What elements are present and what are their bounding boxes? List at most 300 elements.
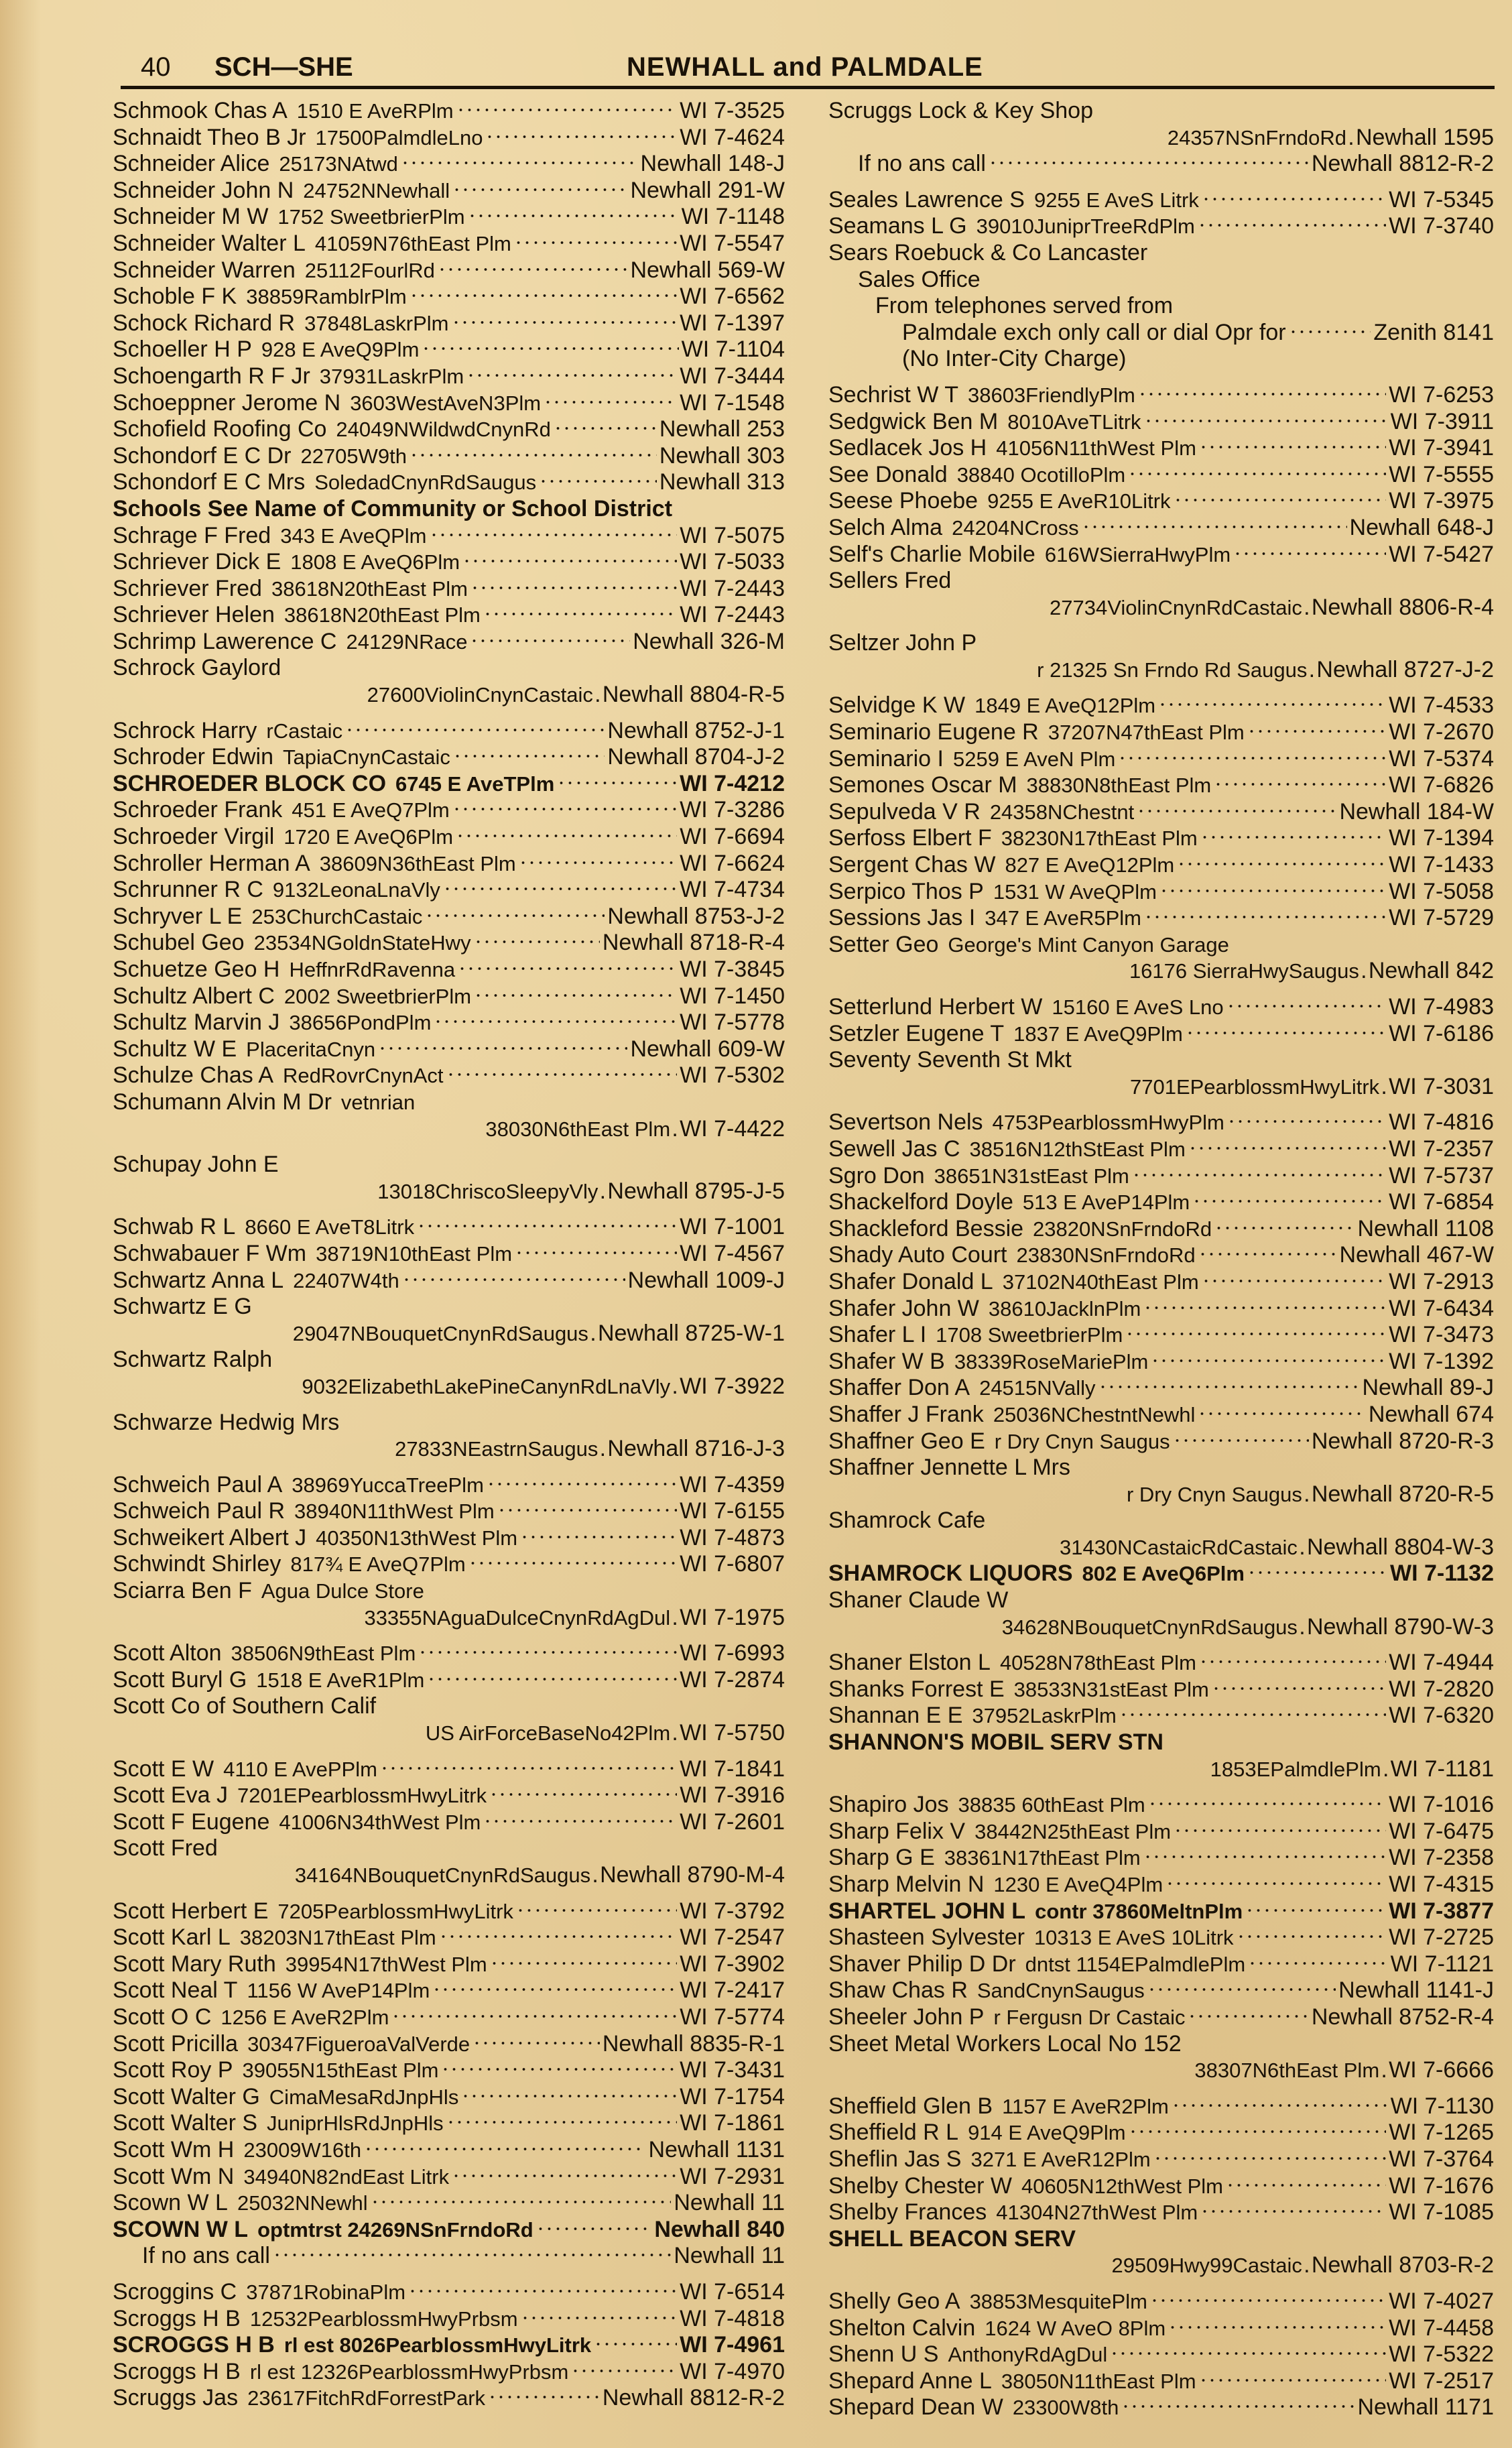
listing-name: Schubel Geo <box>113 930 245 956</box>
listing-name: Sharp G E <box>828 1845 935 1871</box>
entry-gap <box>113 709 785 718</box>
entry-gap <box>828 1100 1494 1109</box>
dot-leader <box>515 1245 677 1261</box>
listing-address: 8660 E AveT8Litrk <box>245 1215 415 1239</box>
listing-phone: Newhall 8704-J-2 <box>607 744 785 770</box>
dot-leader <box>1198 1246 1337 1262</box>
dot-leader <box>1143 1300 1386 1316</box>
listing-line <box>828 515 1494 542</box>
dot-leader <box>1173 1432 1309 1449</box>
listing-phone: Newhall 8804-R-5 <box>602 682 785 708</box>
dot-leader <box>417 1218 677 1234</box>
listing-phone: Newhall 8812-R-2 <box>1311 151 1494 177</box>
listing-line <box>113 2217 785 2244</box>
listing-phone: WI 7-6993 <box>680 1640 785 1666</box>
listing-address: 7201EPearblossmHwyLitrk <box>237 1784 487 1808</box>
listing-name: Schondorf E C Mrs <box>113 469 306 495</box>
listing-line <box>828 1322 1494 1349</box>
listing-name: Schroder Edwin <box>113 744 274 770</box>
listing-name: Schwab R L <box>113 1214 236 1240</box>
listing-name: Shaner Claude W <box>828 1587 1009 1613</box>
dot-leader: . <box>1308 656 1316 682</box>
dot-leader <box>1150 2292 1386 2309</box>
entry-gap <box>828 2084 1494 2093</box>
listing-phone: WI 7-1130 <box>1390 2093 1494 2119</box>
dot-leader <box>1174 1823 1386 1839</box>
dot-leader <box>452 801 677 817</box>
dot-leader <box>1172 2097 1388 2114</box>
listing-address: vetnrian <box>340 1090 416 1114</box>
listing-name: Scott Walter S <box>113 2110 258 2136</box>
listing-address: 451 E AveQ7Plm <box>292 798 450 822</box>
listing-name: Shackleford Bessie <box>828 1215 1024 1241</box>
listing-line <box>828 1792 1494 1819</box>
listing-address: 39055N15thEast Plm <box>242 2059 439 2083</box>
listing-name: Schupay John E <box>113 1152 279 1178</box>
listing-line <box>828 1614 1494 1641</box>
listing-phone: WI 7-1265 <box>1389 2120 1494 2146</box>
dot-leader: . <box>594 682 601 708</box>
page-edge-shadow <box>0 0 40 2448</box>
listing-address: 25036NChestntNewhl <box>993 1402 1196 1426</box>
listing-phone: WI 7-4458 <box>1389 2315 1494 2341</box>
dot-leader <box>1198 1406 1365 1422</box>
listing-address: 347 E AveR5Plm <box>985 906 1142 930</box>
dot-leader <box>519 855 677 871</box>
listing-phone: Newhall 8703-R-2 <box>1311 2252 1494 2278</box>
listing-phone: WI 7-6562 <box>680 284 785 310</box>
listing-phone: Newhall 8720-R-3 <box>1311 1428 1494 1454</box>
listing-phone: WI 7-5555 <box>1389 461 1494 487</box>
listing-address: 1624 W AveO 8Plm <box>985 2316 1166 2340</box>
listing-line <box>113 1009 785 1036</box>
listing-address: 23534NGoldnStateHwy <box>253 931 471 955</box>
listing-line <box>828 1703 1494 1729</box>
listing-name: Schumann Alvin M Dr <box>113 1089 332 1115</box>
listing-name: Shafer Donald L <box>828 1268 993 1294</box>
listing-phone: WI 7-1841 <box>680 1756 785 1782</box>
listing-line <box>828 1136 1494 1163</box>
dot-leader <box>539 473 657 489</box>
dot-leader <box>490 1955 677 1971</box>
listing-name: Shaffer Don A <box>828 1375 970 1401</box>
listing-address: 38853MesquitePlm <box>969 2289 1147 2313</box>
listing-name: Sheeler John P <box>828 2004 985 2030</box>
listing-address: Agua Dulce Store <box>261 1579 424 1603</box>
listing-line <box>113 2359 785 2386</box>
listing-address: rl est 8026PearblossmHwyLitrk <box>284 2333 592 2358</box>
dot-leader <box>1166 1876 1386 1892</box>
listing-address: 38030N6thEast Plm <box>485 1117 671 1141</box>
listing-address: 38830N8thEast Plm <box>1026 774 1212 798</box>
listing-address: 38050N11thEast Plm <box>1001 2369 1196 2393</box>
listing-name: Setzler Eugene T <box>828 1020 1005 1046</box>
listing-line <box>113 682 785 709</box>
listing-name: Shannan E E <box>828 1703 963 1729</box>
listing-name: Sharp Felix V <box>828 1818 966 1844</box>
listing-name: Schweich Paul A <box>113 1471 283 1497</box>
listing-name: Shady Auto Court <box>828 1242 1007 1268</box>
listing-phone: WI 7-4983 <box>1389 994 1494 1020</box>
listing-phone: Newhall 184-W <box>1339 798 1494 824</box>
dot-leader <box>402 1272 625 1288</box>
listing-line <box>113 2279 785 2306</box>
listing-phone: WI 7-6694 <box>680 824 785 850</box>
listing-line <box>828 293 1494 320</box>
listing-address: 27833NEastrnSaugus <box>395 1437 598 1461</box>
listing-name: SCHROEDER BLOCK CO <box>113 770 387 796</box>
listing-phone: WI 7-3975 <box>1389 488 1494 514</box>
listing-name: Scott Mary Ruth <box>113 1951 276 1977</box>
dot-leader <box>1177 856 1386 872</box>
listing-phone: WI 7-3031 <box>1389 1073 1494 1099</box>
listing-phone: WI 7-1181 <box>1390 1756 1494 1782</box>
listing-line <box>828 825 1494 852</box>
listing-line <box>828 1047 1494 1074</box>
listing-line <box>113 771 785 798</box>
listing-address: 4110 E AvePPlm <box>223 1757 377 1781</box>
listing-address: contr 37860MeltnPlm <box>1035 1899 1243 1923</box>
entry-gap <box>113 1142 785 1152</box>
listing-line <box>113 363 785 390</box>
listing-line <box>828 1898 1494 1925</box>
listing-phone: WI 7-1397 <box>680 310 785 336</box>
listing-address: 34940N82ndEast Litrk <box>243 2164 450 2189</box>
listing-name: Schneider Alice <box>113 151 270 177</box>
listing-line <box>113 851 785 877</box>
dot-leader <box>1214 776 1386 792</box>
listing-address: 37871RobinaPlm <box>246 2280 406 2304</box>
dot-leader <box>453 748 605 764</box>
listing-address: r Fergusn Dr Castaic <box>993 2005 1186 2029</box>
listing-phone: WI 7-6253 <box>1389 381 1494 408</box>
listing-phone: WI 7-5322 <box>1389 2341 1494 2368</box>
listing-line <box>113 1862 785 1889</box>
listing-address: 38339RoseMariePlm <box>954 1349 1149 1373</box>
listing-line <box>113 390 785 417</box>
listing-line <box>113 1756 785 1783</box>
listing-phone: Newhall 326-M <box>633 628 785 654</box>
dot-leader <box>557 775 677 791</box>
listing-line <box>113 336 785 363</box>
listing-name: Shelton Calvin <box>828 2315 976 2341</box>
dot-leader <box>483 1813 677 1829</box>
listing-line <box>828 1296 1494 1323</box>
dot-leader: . <box>672 1115 678 1142</box>
listing-name: Schwartz Anna L <box>113 1267 284 1293</box>
listing-address: optmtrst 24269NSnFrndoRd <box>257 2217 533 2242</box>
dot-leader <box>1247 1565 1387 1581</box>
listing-phone: WI 7-3845 <box>680 957 785 982</box>
listing-address: 13018ChriscoSleepyVly <box>377 1179 598 1203</box>
listing-phone: WI 7-5750 <box>680 1720 785 1746</box>
dot-leader <box>452 2168 677 2184</box>
listing-address: 23300W8th <box>1012 2396 1119 2420</box>
listing-name: Schrock Gaylord <box>113 655 281 681</box>
listing-name: Scott O C <box>113 2004 212 2030</box>
dot-leader <box>1098 1379 1360 1395</box>
listing-address: 31430NCastaicRdCastaic <box>1059 1535 1298 1559</box>
listing-line <box>828 2004 1494 2031</box>
listing-phone: WI 7-1148 <box>681 204 785 230</box>
listing-address: 1808 E AveQ6Plm <box>290 550 460 574</box>
dot-leader <box>1148 1796 1386 1812</box>
dot-leader <box>1202 191 1386 207</box>
dot-leader <box>466 367 677 383</box>
listing-line <box>113 416 785 443</box>
dot-leader <box>1137 803 1336 819</box>
listing-address: George's Mint Canyon Garage <box>948 932 1229 957</box>
listing-phone: WI 7-4944 <box>1389 1650 1494 1676</box>
dot-leader <box>1226 998 1387 1014</box>
dot-leader <box>452 182 627 198</box>
listing-name: SHARTEL JOHN L <box>828 1898 1026 1924</box>
listing-phone: Newhall 1009-J <box>627 1267 785 1293</box>
listing-name: Shaffner Geo E <box>828 1428 985 1454</box>
listing-phone: WI 7-2443 <box>680 602 785 628</box>
listing-phone: WI 7-4212 <box>680 770 785 796</box>
listing-name: Schock Richard R <box>113 310 296 336</box>
listing-phone: WI 7-3286 <box>680 797 785 823</box>
listing-name: Scroggs H B <box>113 2305 241 2331</box>
dot-leader <box>1192 1193 1386 1209</box>
dot-leader <box>594 2336 677 2352</box>
listing-address: 24752NNewhall <box>303 178 450 202</box>
listing-line <box>113 310 785 337</box>
dot-leader <box>1198 217 1386 233</box>
listing-line <box>828 2252 1494 2279</box>
listing-line <box>113 2332 785 2359</box>
listing-address: 30347FigueroaValVerde <box>247 2032 470 2056</box>
listing-address: 38719N10thEast Plm <box>316 1241 513 1266</box>
listing-phone: WI 7-1861 <box>680 2110 785 2136</box>
listing-line <box>828 799 1494 826</box>
dot-leader <box>1147 1981 1336 1998</box>
listing-line <box>113 2084 785 2111</box>
dot-leader <box>462 553 677 569</box>
listing-address: r Dry Cnyn Saugus <box>1126 1482 1302 1506</box>
dot-leader <box>1199 439 1386 455</box>
listing-phone: WI 7-5075 <box>680 522 785 548</box>
listing-phone: WI 7-2913 <box>1389 1268 1494 1294</box>
dot-leader <box>520 1529 677 1545</box>
listing-line <box>828 1269 1494 1296</box>
listing-line <box>828 98 1494 125</box>
listing-line <box>828 1729 1494 1756</box>
listing-address: PlaceritaCnyn <box>246 1037 376 1061</box>
listing-name: Palmdale exch only call or dial Opr for <box>902 319 1286 345</box>
listing-address: 253ChurchCastaic <box>251 904 423 928</box>
dot-leader <box>461 2088 677 2104</box>
listing-phone: Newhall 1171 <box>1357 2394 1494 2421</box>
listing-line <box>828 240 1494 267</box>
listing-name: Shepard Anne L <box>828 2368 992 2394</box>
listing-name: Schwarze Hedwig Mrs <box>113 1409 340 1435</box>
dot-leader <box>1202 1273 1386 1289</box>
dot-leader <box>1144 413 1388 429</box>
listing-phone: Newhall 609-W <box>630 1036 785 1062</box>
dot-leader <box>1289 324 1371 340</box>
listing-name: Schwartz Ralph <box>113 1347 273 1373</box>
listing-phone: WI 7-5547 <box>680 230 785 256</box>
dot-leader <box>1186 1025 1386 1041</box>
dot-leader <box>470 633 630 649</box>
listing-name: Schneider Warren <box>113 257 296 283</box>
listing-line <box>113 2164 785 2191</box>
listing-line <box>828 1455 1494 1481</box>
listing-address: 827 E AveQ12Plm <box>1005 853 1175 877</box>
listing-address: TapiaCnynCastaic <box>283 745 450 770</box>
dot-leader <box>446 1066 678 1083</box>
listing-name: Schneider M W <box>113 204 269 230</box>
listing-address: 34164NBouquetCnynRdSaugus <box>294 1863 591 1887</box>
listing-name: Schroeder Frank <box>113 797 283 823</box>
listing-line <box>828 879 1494 906</box>
listing-name: Sedlacek Jos H <box>828 435 987 461</box>
dot-leader <box>446 2114 678 2130</box>
listing-name: Sheet Metal Workers Local No 152 <box>828 2030 1182 2057</box>
listing-phone: WI 7-4624 <box>680 124 785 150</box>
dot-leader <box>364 2141 645 2157</box>
dot-leader: . <box>1361 958 1367 984</box>
listing-line <box>113 1951 785 1978</box>
listing-line <box>828 409 1494 436</box>
listing-name: Seltzer John P <box>828 630 977 656</box>
listing-name: Self's Charlie Mobile <box>828 541 1035 567</box>
listing-address: 38618N20thEast Plm <box>284 603 481 627</box>
listing-phone: WI 7-5737 <box>1389 1162 1494 1188</box>
listing-address: 3271 E AveR12Plm <box>970 2147 1151 2171</box>
listing-phone: WI 7-3922 <box>680 1373 785 1399</box>
listing-line <box>828 151 1494 178</box>
listing-address: 24204NCross <box>952 515 1079 540</box>
listing-phone: WI 7-4567 <box>680 1240 785 1266</box>
listing-phone: Newhall 840 <box>654 2216 785 2242</box>
listing-line <box>828 1845 1494 1872</box>
listing-phone: WI 7-2357 <box>1389 1136 1494 1162</box>
listing-phone: Newhall 11 <box>674 2243 785 2269</box>
listing-phone: Newhall 8804-W-3 <box>1306 1534 1494 1560</box>
listing-line <box>113 1898 785 1925</box>
listing-name: Scott E W <box>113 1756 214 1782</box>
listing-address: 1510 E AveRPlm <box>296 99 454 123</box>
listing-line <box>828 2146 1494 2173</box>
left-column <box>113 98 785 2412</box>
listing-phone: Newhall 8835-R-1 <box>602 2030 785 2057</box>
listing-address: 914 E AveQ9Plm <box>968 2121 1126 2145</box>
listing-line <box>828 462 1494 489</box>
listing-name: Sepulveda V R <box>828 798 981 824</box>
dot-leader <box>458 961 677 977</box>
listing-line <box>113 125 785 151</box>
listing-name: Shepard Dean W <box>828 2394 1003 2421</box>
listing-phone: WI 7-5302 <box>680 1062 785 1089</box>
listing-line <box>113 1782 785 1809</box>
listing-line <box>113 469 785 496</box>
dot-leader: . <box>672 1373 678 1399</box>
dot-leader <box>474 934 600 950</box>
listing-line <box>113 1214 785 1241</box>
listing-name: Sheffield R L <box>828 2120 959 2146</box>
listing-phone: Newhall 569-W <box>630 257 785 283</box>
listing-address: 4753PearblossmHwyPlm <box>992 1111 1224 1135</box>
listing-address: 38307N6thEast Plm <box>1194 2059 1380 2083</box>
dot-leader: . <box>672 1604 678 1630</box>
listing-line <box>828 1375 1494 1402</box>
listing-name: Sharp Melvin N <box>828 1872 985 1897</box>
listing-line <box>828 1534 1494 1561</box>
dot-leader <box>1212 1680 1386 1697</box>
listing-phone: WI 7-3431 <box>680 2057 785 2083</box>
dot-leader <box>1158 696 1386 713</box>
listing-phone: Newhall 8716-J-3 <box>607 1436 785 1462</box>
listing-name: Schrimp Lawerence C <box>113 628 337 654</box>
listing-address: 38618N20thEast Plm <box>271 576 468 601</box>
listing-line <box>828 2394 1494 2421</box>
listing-line <box>113 204 785 231</box>
listing-phone: WI 7-6514 <box>680 2278 785 2305</box>
listing-address: 38651N31stEast Plm <box>934 1164 1129 1188</box>
dot-leader <box>474 987 677 1003</box>
listing-name: Scruggs Jas <box>113 2385 239 2411</box>
listing-phone: WI 7-4315 <box>1389 1872 1494 1897</box>
dot-leader: . <box>1381 1073 1387 1099</box>
listing-phone: WI 7-3902 <box>680 1951 785 1977</box>
listing-name: Shaffner Jennette L Mrs <box>828 1455 1070 1481</box>
listing-phone: WI 7-2443 <box>680 575 785 601</box>
listing-address: 1156 W AveP14Plm <box>247 1979 430 2003</box>
dot-leader <box>536 2221 652 2237</box>
dot-leader <box>1082 519 1347 535</box>
listing-line <box>113 231 785 257</box>
listing-address: 37931LaskrPlm <box>319 364 464 388</box>
dot-leader <box>1188 1140 1386 1156</box>
dot-leader <box>401 155 638 171</box>
listing-name: Serpico Thos P <box>828 878 984 904</box>
listing-phone: WI 7-1394 <box>1389 825 1494 851</box>
listing-name: Scott Herbert E <box>113 1898 269 1924</box>
listing-name: Scott Roy P <box>113 2057 233 2083</box>
listing-address: 3603WestAveN3Plm <box>350 391 542 415</box>
listing-line <box>828 1402 1494 1428</box>
entry-gap <box>113 1889 785 1898</box>
dot-leader <box>425 908 605 924</box>
listing-line <box>828 267 1494 294</box>
listing-name: Schoble F K <box>113 284 237 310</box>
dot-leader <box>452 314 678 330</box>
dot-leader <box>410 447 657 463</box>
listing-line <box>113 930 785 957</box>
listing-name: Scott Co of Southern Calif <box>113 1693 377 1719</box>
dot-leader <box>544 394 677 410</box>
listing-name: Schriever Dick E <box>113 549 281 575</box>
dot-leader: . <box>592 1862 598 1888</box>
listing-line <box>113 2137 785 2164</box>
dot-leader <box>427 1671 677 1687</box>
listing-line <box>828 1650 1494 1676</box>
listing-line <box>828 346 1494 373</box>
listing-address: CimaMesaRdJnpHls <box>269 2085 459 2109</box>
listing-phone: WI 7-4816 <box>1389 1109 1494 1136</box>
listing-line <box>828 719 1494 746</box>
listing-name: Seventy Seventh St Mkt <box>828 1047 1072 1073</box>
listing-address: 41059N76thEast Plm <box>314 231 511 255</box>
dot-leader: . <box>1304 2252 1310 2278</box>
listing-address: 1849 E AveQ12Plm <box>974 694 1156 718</box>
listing-line <box>828 958 1494 985</box>
listing-phone: Newhall 1595 <box>1355 124 1494 150</box>
listing-name: If no ans call <box>142 2243 270 2269</box>
